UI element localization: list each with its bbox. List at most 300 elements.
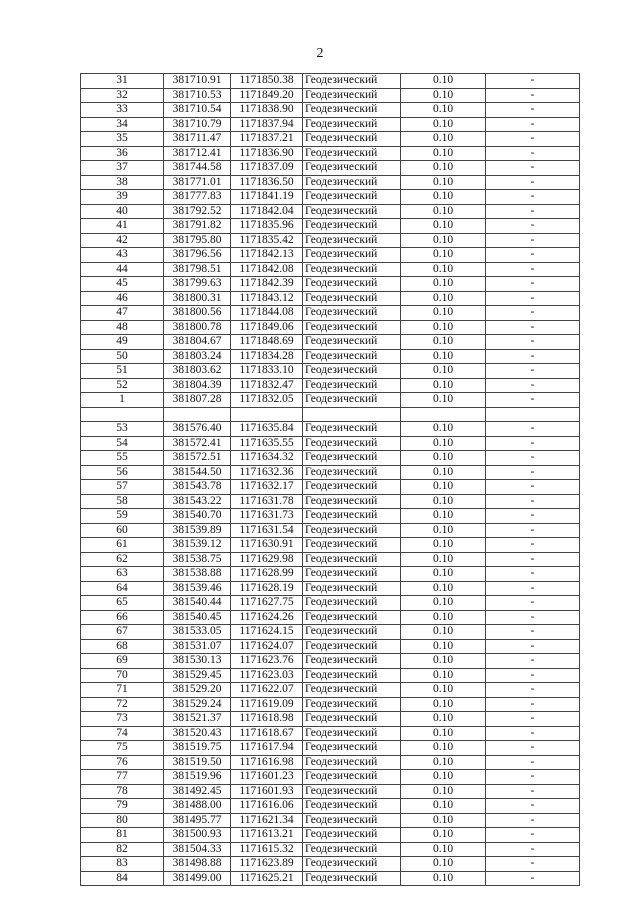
note-cell: - (486, 842, 580, 857)
accuracy-cell: 0.10 (401, 610, 486, 625)
accuracy-cell: 0.10 (401, 335, 486, 350)
method-cell: Геодезический (303, 132, 401, 147)
table-row (81, 422, 580, 437)
note-cell: - (486, 219, 580, 234)
method-cell: Геодезический (303, 871, 401, 886)
point-number-cell: 66 (81, 610, 164, 625)
note-cell: - (486, 132, 580, 147)
method-cell: Геодезический (303, 306, 401, 321)
point-number-cell: 51 (81, 364, 164, 379)
table-row (81, 581, 580, 596)
y-coordinate-cell: 1171623.03 (231, 668, 303, 683)
x-coordinate-cell: 381492.45 (164, 784, 231, 799)
x-coordinate-cell: 381543.22 (164, 494, 231, 509)
method-cell: Геодезический (303, 349, 401, 364)
x-coordinate-cell: 381799.63 (164, 277, 231, 292)
point-number-cell: 43 (81, 248, 164, 263)
y-coordinate-cell: 1171838.90 (231, 103, 303, 118)
point-number-cell: 62 (81, 552, 164, 567)
accuracy-cell: 0.10 (401, 799, 486, 814)
y-coordinate-cell: 1171629.98 (231, 552, 303, 567)
table-row (81, 132, 580, 147)
point-number-cell: 83 (81, 857, 164, 872)
method-cell: Геодезический (303, 857, 401, 872)
y-coordinate-cell: 1171842.08 (231, 262, 303, 277)
x-coordinate-cell: 381796.56 (164, 248, 231, 263)
accuracy-cell: 0.10 (401, 480, 486, 495)
note-cell: - (486, 654, 580, 669)
table-row (81, 538, 580, 553)
y-coordinate-cell: 1171627.75 (231, 596, 303, 611)
point-number-cell: 34 (81, 117, 164, 132)
note-cell: - (486, 523, 580, 538)
accuracy-cell: 0.10 (401, 349, 486, 364)
method-cell: Геодезический (303, 712, 401, 727)
accuracy-cell: 0.10 (401, 219, 486, 234)
table-row (81, 161, 580, 176)
y-coordinate-cell: 1171844.08 (231, 306, 303, 321)
table-row (81, 494, 580, 509)
accuracy-cell: 0.10 (401, 451, 486, 466)
method-cell: Геодезический (303, 175, 401, 190)
y-coordinate-cell: 1171623.89 (231, 857, 303, 872)
method-cell: Геодезический (303, 552, 401, 567)
y-coordinate-cell: 1171836.50 (231, 175, 303, 190)
accuracy-cell: 0.10 (401, 146, 486, 161)
accuracy-cell: 0.10 (401, 567, 486, 582)
x-coordinate-cell: 381539.46 (164, 581, 231, 596)
method-cell: Геодезический (303, 480, 401, 495)
note-cell: - (486, 88, 580, 103)
x-coordinate-cell: 381800.78 (164, 320, 231, 335)
point-number-cell: 47 (81, 306, 164, 321)
y-coordinate-cell: 1171836.90 (231, 146, 303, 161)
table-row (81, 364, 580, 379)
table-row (81, 480, 580, 495)
method-cell: Геодезический (303, 494, 401, 509)
note-cell: - (486, 828, 580, 843)
y-coordinate-cell: 1171849.06 (231, 320, 303, 335)
note-cell: - (486, 567, 580, 582)
method-cell: Геодезический (303, 538, 401, 553)
x-coordinate-cell: 381576.40 (164, 422, 231, 437)
method-cell: Геодезический (303, 219, 401, 234)
point-number-cell: 42 (81, 233, 164, 248)
y-coordinate-cell: 1171601.93 (231, 784, 303, 799)
accuracy-cell: 0.10 (401, 291, 486, 306)
y-coordinate-cell: 1171631.78 (231, 494, 303, 509)
accuracy-cell: 0.10 (401, 436, 486, 451)
note-cell: - (486, 117, 580, 132)
note-cell: - (486, 393, 580, 408)
table-row (81, 219, 580, 234)
note-cell: - (486, 335, 580, 350)
table-row (81, 436, 580, 451)
table-row (81, 842, 580, 857)
method-cell: Геодезический (303, 654, 401, 669)
table-row (81, 509, 580, 524)
x-coordinate-cell: 381777.83 (164, 190, 231, 205)
x-coordinate-cell: 381807.28 (164, 393, 231, 408)
note-cell: - (486, 146, 580, 161)
x-coordinate-cell: 381538.75 (164, 552, 231, 567)
table-row (81, 799, 580, 814)
note-cell: - (486, 190, 580, 205)
point-number-cell: 60 (81, 523, 164, 538)
table-row (81, 596, 580, 611)
accuracy-cell: 0.10 (401, 161, 486, 176)
y-coordinate-cell: 1171624.15 (231, 625, 303, 640)
method-cell: Геодезический (303, 320, 401, 335)
point-number-cell: 68 (81, 639, 164, 654)
accuracy-cell: 0.10 (401, 813, 486, 828)
note-cell: - (486, 306, 580, 321)
accuracy-cell: 0.10 (401, 668, 486, 683)
note-cell: - (486, 726, 580, 741)
point-number-cell: 75 (81, 741, 164, 756)
x-coordinate-cell: 381530.13 (164, 654, 231, 669)
y-coordinate-cell: 1171628.99 (231, 567, 303, 582)
point-number-cell: 67 (81, 625, 164, 640)
note-cell: - (486, 625, 580, 640)
table-row (81, 857, 580, 872)
y-coordinate-cell: 1171630.91 (231, 538, 303, 553)
y-coordinate-cell: 1171632.36 (231, 465, 303, 480)
table-row (81, 726, 580, 741)
point-number-cell: 45 (81, 277, 164, 292)
x-coordinate-cell (164, 407, 231, 422)
accuracy-cell: 0.10 (401, 74, 486, 89)
method-cell: Геодезический (303, 161, 401, 176)
note-cell: - (486, 639, 580, 654)
accuracy-cell: 0.10 (401, 509, 486, 524)
method-cell: Геодезический (303, 204, 401, 219)
note-cell: - (486, 422, 580, 437)
note-cell: - (486, 552, 580, 567)
x-coordinate-cell: 381710.91 (164, 74, 231, 89)
point-number-cell: 41 (81, 219, 164, 234)
note-cell: - (486, 436, 580, 451)
method-cell: Геодезический (303, 378, 401, 393)
coordinates-table-body (81, 74, 580, 886)
note-cell: - (486, 813, 580, 828)
accuracy-cell: 0.10 (401, 204, 486, 219)
method-cell: Геодезический (303, 233, 401, 248)
table-row (81, 683, 580, 698)
y-coordinate-cell: 1171623.76 (231, 654, 303, 669)
point-number-cell: 56 (81, 465, 164, 480)
point-number-cell: 76 (81, 755, 164, 770)
x-coordinate-cell: 381495.77 (164, 813, 231, 828)
note-cell: - (486, 103, 580, 118)
point-number-cell (81, 407, 164, 422)
table-row (81, 755, 580, 770)
table-row (81, 320, 580, 335)
method-cell: Геодезический (303, 799, 401, 814)
table-row (81, 770, 580, 785)
point-number-cell: 59 (81, 509, 164, 524)
method-cell: Геодезический (303, 842, 401, 857)
table-row (81, 306, 580, 321)
x-coordinate-cell: 381795.80 (164, 233, 231, 248)
table-row (81, 349, 580, 364)
x-coordinate-cell: 381538.88 (164, 567, 231, 582)
accuracy-cell: 0.10 (401, 393, 486, 408)
x-coordinate-cell: 381488.00 (164, 799, 231, 814)
note-cell: - (486, 494, 580, 509)
x-coordinate-cell: 381504.33 (164, 842, 231, 857)
method-cell: Геодезический (303, 668, 401, 683)
y-coordinate-cell: 1171834.28 (231, 349, 303, 364)
point-number-cell: 46 (81, 291, 164, 306)
method-cell: Геодезический (303, 364, 401, 379)
y-coordinate-cell: 1171613.21 (231, 828, 303, 843)
accuracy-cell: 0.10 (401, 639, 486, 654)
table-row (81, 248, 580, 263)
point-number-cell: 48 (81, 320, 164, 335)
x-coordinate-cell: 381498.88 (164, 857, 231, 872)
accuracy-cell: 0.10 (401, 538, 486, 553)
y-coordinate-cell: 1171616.98 (231, 755, 303, 770)
table-row (81, 741, 580, 756)
table-row (81, 828, 580, 843)
table-row (81, 146, 580, 161)
y-coordinate-cell: 1171615.32 (231, 842, 303, 857)
note-cell: - (486, 770, 580, 785)
note-cell: - (486, 509, 580, 524)
page-number: 2 (316, 46, 324, 61)
note-cell: - (486, 204, 580, 219)
y-coordinate-cell: 1171833.10 (231, 364, 303, 379)
y-coordinate-cell: 1171624.26 (231, 610, 303, 625)
accuracy-cell: 0.10 (401, 596, 486, 611)
table-row (81, 291, 580, 306)
note-cell: - (486, 233, 580, 248)
method-cell: Геодезический (303, 248, 401, 263)
method-cell: Геодезический (303, 277, 401, 292)
accuracy-cell: 0.10 (401, 552, 486, 567)
table-row (81, 668, 580, 683)
method-cell: Геодезический (303, 509, 401, 524)
point-number-cell: 65 (81, 596, 164, 611)
point-number-cell: 49 (81, 335, 164, 350)
x-coordinate-cell: 381539.89 (164, 523, 231, 538)
method-cell: Геодезический (303, 828, 401, 843)
y-coordinate-cell: 1171617.94 (231, 741, 303, 756)
method-cell (303, 407, 401, 422)
x-coordinate-cell: 381519.96 (164, 770, 231, 785)
method-cell: Геодезический (303, 683, 401, 698)
accuracy-cell: 0.10 (401, 103, 486, 118)
y-coordinate-cell: 1171837.21 (231, 132, 303, 147)
x-coordinate-cell: 381710.53 (164, 88, 231, 103)
accuracy-cell: 0.10 (401, 248, 486, 263)
method-cell: Геодезический (303, 465, 401, 480)
x-coordinate-cell: 381519.50 (164, 755, 231, 770)
accuracy-cell: 0.10 (401, 320, 486, 335)
table-row (81, 567, 580, 582)
table-row (81, 262, 580, 277)
note-cell: - (486, 248, 580, 263)
note-cell (486, 407, 580, 422)
coordinates-table (80, 73, 580, 886)
point-number-cell: 77 (81, 770, 164, 785)
note-cell: - (486, 277, 580, 292)
accuracy-cell: 0.10 (401, 233, 486, 248)
y-coordinate-cell: 1171624.07 (231, 639, 303, 654)
point-number-cell: 35 (81, 132, 164, 147)
y-coordinate-cell: 1171618.67 (231, 726, 303, 741)
method-cell: Геодезический (303, 262, 401, 277)
point-number-cell: 31 (81, 74, 164, 89)
point-number-cell: 79 (81, 799, 164, 814)
x-coordinate-cell: 381540.70 (164, 509, 231, 524)
accuracy-cell: 0.10 (401, 726, 486, 741)
x-coordinate-cell: 381710.54 (164, 103, 231, 118)
accuracy-cell: 0.10 (401, 770, 486, 785)
x-coordinate-cell: 381804.39 (164, 378, 231, 393)
accuracy-cell: 0.10 (401, 190, 486, 205)
method-cell: Геодезический (303, 784, 401, 799)
accuracy-cell: 0.10 (401, 494, 486, 509)
point-number-cell: 69 (81, 654, 164, 669)
note-cell: - (486, 349, 580, 364)
x-coordinate-cell: 381529.45 (164, 668, 231, 683)
x-coordinate-cell: 381500.93 (164, 828, 231, 843)
x-coordinate-cell: 381710.79 (164, 117, 231, 132)
accuracy-cell: 0.10 (401, 306, 486, 321)
note-cell: - (486, 857, 580, 872)
y-coordinate-cell: 1171850.38 (231, 74, 303, 89)
method-cell: Геодезический (303, 726, 401, 741)
note-cell: - (486, 262, 580, 277)
x-coordinate-cell: 381539.12 (164, 538, 231, 553)
method-cell: Геодезический (303, 581, 401, 596)
method-cell: Геодезический (303, 567, 401, 582)
method-cell: Геодезический (303, 697, 401, 712)
y-coordinate-cell: 1171832.05 (231, 393, 303, 408)
y-coordinate-cell: 1171835.42 (231, 233, 303, 248)
x-coordinate-cell: 381800.31 (164, 291, 231, 306)
point-number-cell: 37 (81, 161, 164, 176)
method-cell: Геодезический (303, 741, 401, 756)
table-row (81, 190, 580, 205)
point-number-cell: 81 (81, 828, 164, 843)
x-coordinate-cell: 381572.41 (164, 436, 231, 451)
note-cell: - (486, 799, 580, 814)
point-number-cell: 44 (81, 262, 164, 277)
y-coordinate-cell: 1171628.19 (231, 581, 303, 596)
method-cell: Геодезический (303, 451, 401, 466)
accuracy-cell: 0.10 (401, 277, 486, 292)
table-row (81, 335, 580, 350)
method-cell: Геодезический (303, 335, 401, 350)
y-coordinate-cell: 1171835.96 (231, 219, 303, 234)
x-coordinate-cell: 381521.37 (164, 712, 231, 727)
table-row (81, 393, 580, 408)
x-coordinate-cell: 381499.00 (164, 871, 231, 886)
y-coordinate-cell: 1171634.32 (231, 451, 303, 466)
accuracy-cell: 0.10 (401, 117, 486, 132)
note-cell: - (486, 668, 580, 683)
method-cell: Геодезический (303, 393, 401, 408)
note-cell: - (486, 596, 580, 611)
note-cell: - (486, 161, 580, 176)
point-number-cell: 57 (81, 480, 164, 495)
table-row (81, 654, 580, 669)
y-coordinate-cell: 1171842.13 (231, 248, 303, 263)
accuracy-cell: 0.10 (401, 625, 486, 640)
point-number-cell: 32 (81, 88, 164, 103)
point-number-cell: 54 (81, 436, 164, 451)
note-cell: - (486, 755, 580, 770)
table-row (81, 697, 580, 712)
y-coordinate-cell: 1171618.98 (231, 712, 303, 727)
point-number-cell: 78 (81, 784, 164, 799)
note-cell: - (486, 784, 580, 799)
accuracy-cell: 0.10 (401, 523, 486, 538)
method-cell: Геодезический (303, 639, 401, 654)
point-number-cell: 71 (81, 683, 164, 698)
table-row (81, 610, 580, 625)
accuracy-cell: 0.10 (401, 654, 486, 669)
y-coordinate-cell: 1171619.09 (231, 697, 303, 712)
method-cell: Геодезический (303, 146, 401, 161)
note-cell: - (486, 378, 580, 393)
accuracy-cell: 0.10 (401, 712, 486, 727)
method-cell: Геодезический (303, 770, 401, 785)
accuracy-cell: 0.10 (401, 581, 486, 596)
table-row (81, 277, 580, 292)
method-cell: Геодезический (303, 436, 401, 451)
point-number-cell: 74 (81, 726, 164, 741)
x-coordinate-cell: 381744.58 (164, 161, 231, 176)
table-row (81, 378, 580, 393)
method-cell: Геодезический (303, 422, 401, 437)
note-cell: - (486, 712, 580, 727)
table-row (81, 233, 580, 248)
y-coordinate-cell: 1171832.47 (231, 378, 303, 393)
y-coordinate-cell: 1171842.39 (231, 277, 303, 292)
accuracy-cell: 0.10 (401, 683, 486, 698)
point-number-cell: 33 (81, 103, 164, 118)
table-row (81, 88, 580, 103)
method-cell: Геодезический (303, 117, 401, 132)
x-coordinate-cell: 381531.07 (164, 639, 231, 654)
y-coordinate-cell: 1171622.07 (231, 683, 303, 698)
y-coordinate-cell: 1171849.20 (231, 88, 303, 103)
table-row (81, 117, 580, 132)
accuracy-cell: 0.10 (401, 842, 486, 857)
table-row (81, 552, 580, 567)
y-coordinate-cell: 1171625.21 (231, 871, 303, 886)
method-cell: Геодезический (303, 103, 401, 118)
x-coordinate-cell: 381711.47 (164, 132, 231, 147)
y-coordinate-cell: 1171621.34 (231, 813, 303, 828)
point-number-cell: 61 (81, 538, 164, 553)
table-row (81, 871, 580, 886)
note-cell: - (486, 610, 580, 625)
accuracy-cell: 0.10 (401, 364, 486, 379)
point-number-cell: 53 (81, 422, 164, 437)
point-number-cell: 55 (81, 451, 164, 466)
accuracy-cell: 0.10 (401, 175, 486, 190)
x-coordinate-cell: 381771.01 (164, 175, 231, 190)
method-cell: Геодезический (303, 610, 401, 625)
x-coordinate-cell: 381529.20 (164, 683, 231, 698)
table-row (81, 465, 580, 480)
y-coordinate-cell: 1171601.23 (231, 770, 303, 785)
